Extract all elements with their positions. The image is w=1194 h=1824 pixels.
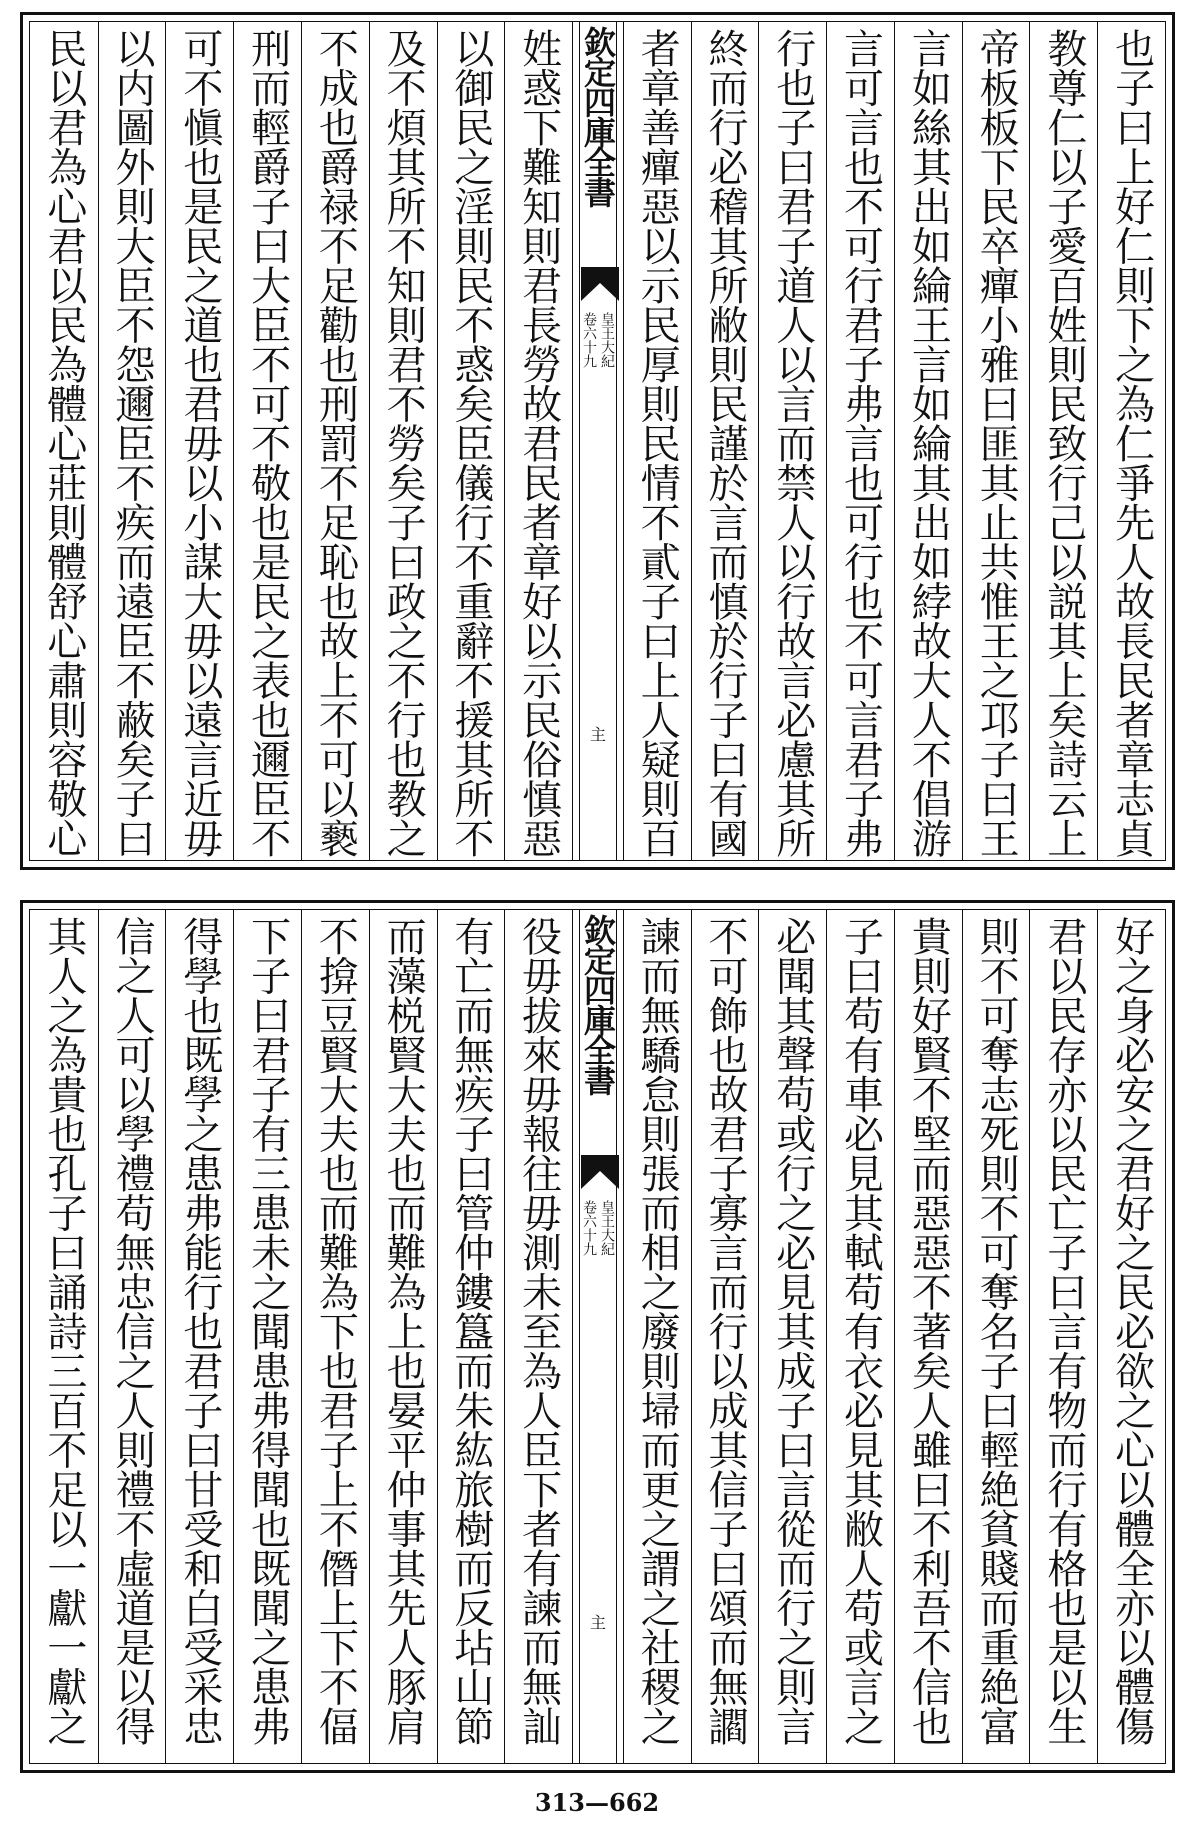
text-column: [98, 22, 166, 860]
volume-title: 皇王大紀: [598, 1200, 615, 1256]
book-title: 欽定四庫全書: [578, 914, 617, 1094]
column-text: 言如絲其出如綸王言如綸其出如綍故大人不倡游: [905, 28, 952, 858]
column-text: 不可飾也故君子寡言而行以成其信子曰頌而無讇: [702, 916, 749, 1746]
top-page-panel: [20, 12, 1175, 870]
column-text: 言可言也不可行君子弗言也可行也不可言君子弗: [837, 28, 884, 858]
column-text: 得學也既學之患弗能行也君子曰甘受和白受采忠: [176, 916, 223, 1746]
fish-tail-mark-icon: [581, 1155, 619, 1189]
text-column: [437, 22, 505, 860]
text-column: [962, 22, 1030, 860]
column-text: 可不愼也是民之道也君毋以小謀大毋以遠言近毋: [176, 28, 223, 858]
column-text: 終而行必稽其所敝則民謹於言而慎於行子曰有國: [702, 28, 749, 858]
text-column: [504, 910, 572, 1763]
text-column: [826, 22, 894, 860]
column-text: 不揜豆賢大夫也而難為下也君子上不僭上下不偪: [312, 916, 359, 1746]
column-text: 以内圖外則大臣不怨邇臣不疾而遠臣不蔽矣子曰: [109, 28, 156, 858]
text-column: [165, 22, 233, 860]
text-column: [301, 22, 369, 860]
text-column: [30, 22, 98, 860]
folio-number: 主: [589, 1613, 606, 1632]
column-text: 者章善癉惡以示民厚則民情不貳子曰上人疑則百: [634, 28, 681, 858]
column-text: 行也子曰君子道人以言而禁人以行故言必慮其所: [769, 28, 816, 858]
text-column: [233, 22, 301, 860]
column-text: 有亡而無疾子曰管仲鏤簋而朱紘旅樹而反坫山節: [447, 916, 494, 1746]
column-text: 子曰苟有車必見其軾苟有衣必見其敝人苟或言之: [837, 916, 884, 1746]
text-column: [623, 22, 691, 860]
text-column: [30, 910, 98, 1763]
column-text: 帝板板下民卒癉小雅曰匪其止共惟王之邛子曰王: [973, 28, 1020, 858]
volume-number: 卷六十九: [580, 312, 597, 368]
column-text: 諫而無驕怠則張而相之廢則埽而更之謂之社稷之: [634, 916, 681, 1746]
text-column: [369, 910, 437, 1763]
text-column: [1097, 910, 1165, 1763]
column-text: 教尊仁以子愛百姓則民致行己以説其上矣詩云上: [1040, 28, 1087, 858]
column-text: 民以君為心君以民為體心莊則體舒心肅則容敬心: [40, 28, 87, 858]
column-text: 其人之為貴也孔子曰誦詩三百不足以一獻一獻之: [40, 916, 87, 1746]
text-column: [437, 910, 505, 1763]
text-column: [691, 910, 759, 1763]
text-column: [165, 910, 233, 1763]
book-title: 欽定四庫全書: [578, 26, 617, 206]
top-page-frame: [29, 21, 1166, 861]
text-column: [623, 910, 691, 1763]
column-text: 必聞其聲苟或行之必見其成子曰言從而行之則言: [769, 916, 816, 1746]
text-column: [1029, 910, 1097, 1763]
text-column: [1029, 22, 1097, 860]
volume-number: 卷六十九: [580, 1200, 597, 1256]
text-column: [98, 910, 166, 1763]
text-column: [894, 22, 962, 860]
text-column: [1097, 22, 1165, 860]
bottom-page-frame: [29, 909, 1166, 1764]
text-column: [826, 910, 894, 1763]
text-column: [758, 22, 826, 860]
page-footer-number: 313—662: [534, 1788, 660, 1817]
bottom-page-panel: [20, 900, 1175, 1773]
column-text: 而藻棁賢大夫也而難為上也晏平仲事其先人豚肩: [380, 916, 427, 1746]
text-column: [504, 22, 572, 860]
volume-title: 皇王大紀: [598, 312, 615, 368]
column-text: 役毋拔來毋報往毋測未至為人臣下者有諫而無訕: [515, 916, 562, 1746]
column-text: 君以民存亦以民亡子曰言有物而行有格也是以生: [1040, 916, 1087, 1746]
column-text: 好之身必安之君好之民必欲之心以體全亦以體傷: [1108, 916, 1155, 1746]
text-column: [894, 910, 962, 1763]
column-text: 不成也爵禄不足勸也刑罰不足恥也故上不可以褻: [312, 28, 359, 858]
column-text: 姓惑下難知則君長勞故君民者章好以示民俗慎惡: [515, 28, 562, 858]
text-column: [691, 22, 759, 860]
text-column: [301, 910, 369, 1763]
column-text: 刑而輕爵子曰大臣不可不敬也是民之表也邇臣不: [244, 28, 291, 858]
column-text: 及不煩其所不知則君不勞矣子曰政之不行也教之: [380, 28, 427, 858]
text-column: [369, 22, 437, 860]
column-text: 也子曰上好仁則下之為仁爭先人故長民者章志貞: [1108, 28, 1155, 858]
text-column: [758, 910, 826, 1763]
center-fold-column: [572, 22, 623, 860]
fish-tail-mark-icon: [581, 267, 619, 301]
volume-label: [581, 1200, 615, 1256]
volume-label: [581, 312, 615, 368]
column-text: 貴則好賢不堅而惡惡不著矣人雖曰不利吾不信也: [905, 916, 952, 1746]
text-column: [962, 910, 1030, 1763]
center-fold-column: [572, 910, 623, 1763]
text-column: [233, 910, 301, 1763]
column-text: 信之人可以學禮苟無忠信之人則禮不虛道是以得: [109, 916, 156, 1746]
folio-number: 主: [589, 725, 606, 744]
column-text: 下子曰君子有三患未之聞患弗得聞也既聞之患弗: [244, 916, 291, 1746]
column-text: 以御民之淫則民不惑矣臣儀行不重辭不援其所不: [447, 28, 494, 858]
column-text: 則不可奪志死則不可奪名子曰輕絶貧賤而重絶富: [973, 916, 1020, 1746]
